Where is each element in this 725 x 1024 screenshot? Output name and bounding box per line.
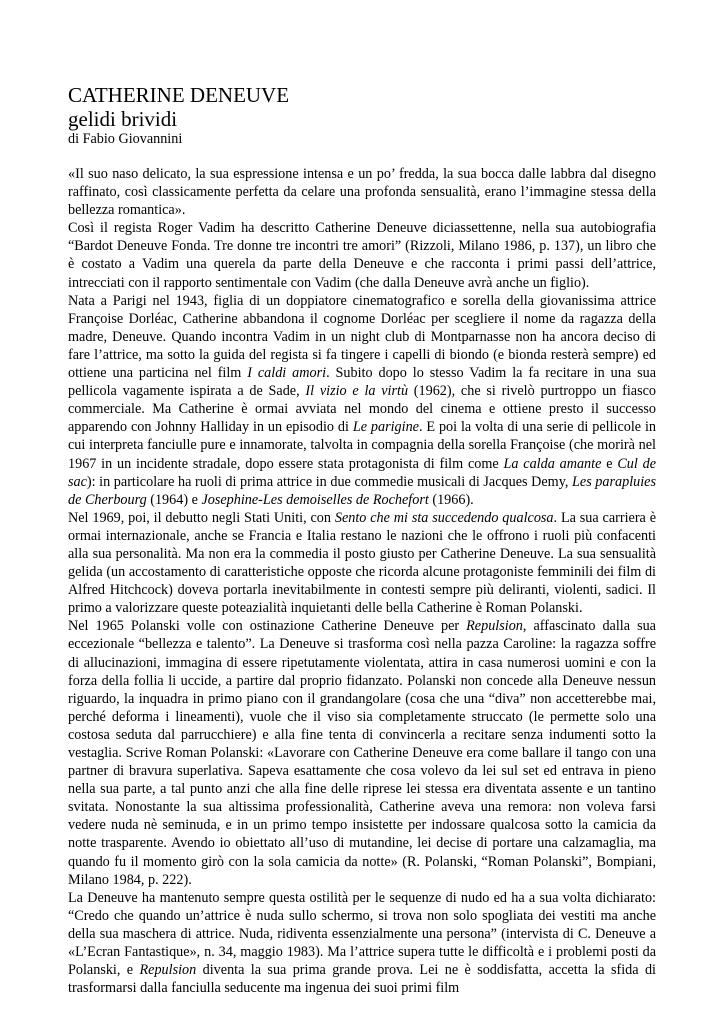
paragraph-text: (1964) e [146,491,202,508]
italic-title-text: Repulsion [466,618,523,635]
italic-title-text: I caldi amori [247,365,327,382]
paragraph-text: e [601,455,618,472]
paragraph-text: ): in particolare ha ruoli di prima attrice in due commedie musicali di Jacques Demy, [86,473,572,490]
paragraph-text: . La sua carriera è ormai internazionale, anche se Francia e Italia restano le nazioni che le offrono i ruoli più confacenti alla sua personalità. Ma non era la commedia il posto giusto per Catherine Deneuve. La sua sensualità gelida (un accostamento di caratteristiche opposte che ricorda alcune protagoniste femminili dei film di Alfred Hitchcock) doveva portarla inevitabilmente in contesti sempre più deliranti, violenti, sadici. Il primo a valorizzare queste poteazialità inquietanti delle bella Catherine è Roman Polanski. [68,509,656,617]
italic-title-text: Sento che mi sta succedendo qualcosa [334,509,554,526]
paragraph-text: Così il regista Roger Vadim ha descritto Catherine Deneuve diciassettenne, nella sua autobiografia “Bardot Deneuve Fonda. Tre donne tre incontri tre amori” (Rizzoli, Milano 1986, p. 137), un libro che è costato a Vadim una querela da parte della Deneuve e che racconta i primi passi dell’attrice, intrecciati con il rapporto sentimentale con Vadim (che dalla Deneuve avrà anche un figlio). [68,220,656,291]
italic-title-text: Repulsion [139,962,197,979]
italic-title-text: Les parapluies de Cherbourg [68,473,656,508]
paragraph-text: (1966). [428,491,474,508]
italic-title-text: Cul de sac [68,455,657,490]
paragraph [68,219,656,291]
italic-title-text: La calda amante [503,455,602,472]
paragraph [68,165,656,219]
paragraph-text: , affascinato dalla sua eccezionale “bellezza e talento”. La Deneuve si trasforma così nella pazza Caroline: la ragazza soffre di allucinazioni, immagina di essere ripetutamente violentata, attira in casa numerosi uomini e con la forza della follia li uccide, a partire dal proprio fidanzato. Polanski non concede alla Deneuve nessun riguardo, la inquadra in primo piano con il grandangolare (cosa che una “diva” non accetterebbe mai, perché deforma i lineamenti), vuole che il viso sia completamente struccato (le permette solo una costosa seduta dal parrucchiere) e alla fine tenta di convincerla a recitare senza indumenti sotto la vestaglia. Scrive Roman Polanski: «Lavorare con Catherine Deneuve era come ballare il tango con una partner di bravura superlativa. Sapeva esattamente che cosa volevo da lei sul set ed entrava in pieno nella sua parte, a tal punto anzi che alla fine delle riprese lei stessa era diventata assente e un tantino svitata. Nonostante la sua altissima professionalità, Catherine aveva una remora: non voleva farsi vedere nuda nè seminuda, e in un primo tempo insistette per indossare qualcosa sotto la camicia da notte trasparente. Avendo io obiettato all’uso di mutandine, lei decise di portare una calzamaglia, ma quando fu il momento girò con la sola camicia da notte» (R. Polanski, “Roman Polanski”, Bompiani, Milano 1984, p. 222). [68,618,656,888]
italic-title-text: Josephine-Les demoiselles de Rochefort [201,491,429,508]
paragraph-text: (1962), che si rivelò purtroppo un fiasco commerciale. Ma Catherine è ormai avviata nel mondo del cinema e ottiene presto il successo apparendo con Johnny Halliday in un episodio di [68,383,656,436]
article-author: di Fabio Giovannini [68,131,183,147]
italic-title-text: Il vizio e la virtù [305,383,409,400]
paragraph-text: La Deneuve ha mantenuto sempre questa ostilità per le sequenze di nudo ed ha a sua volta dichiarato: “Credo che quando un’attrice è nuda sullo schermo, si trova non solo spogliata dei vestiti ma anche della sua maschera di attrice. Nuda, ridiventa essenzialmente una persona” (intervista di C. Deneuve a «L’Ecran Fantastique», n. 34, maggio 1983). Ma l’attrice supera tutte le difficoltà e i problemi posti da Polanski, e [68,889,656,979]
paragraph-text: diventa la sua prima grande prova. Lei ne è soddisfatta, accetta la sfida di trasformarsi dalla fanciulla seducente ma ingenua dei suoi primi film [68,962,656,997]
paragraph-text: Nel 1969, poi, il debutto negli Stati Uniti, con [68,509,335,526]
paragraph [68,292,656,509]
paragraph-text: . E poi la volta di una serie di pellicole in cui interpreta fanciulle pure e innamorate, talvolta in compagnia della sorella Françoise (che morirà nel 1967 in un incidente stradale, dopo essere stata protagonista di film come [68,419,657,472]
article-body [68,165,656,997]
paragraph [68,889,656,998]
paragraph [68,509,656,618]
paragraph [68,617,656,888]
paragraph-text: Nata a Parigi nel 1943, figlia di un doppiatore cinematografico e sorella della giovanissima attrice Françoise Dorléac, Catherine abbandona il cognome Dorléac per scegliere il nome da ragazza della madre, Deneuve. Quando incontra Vadim in un night club di Montparnasse non ha ancora deciso di fare l’attrice, ma sotto la guida del regista si fa tingere i capelli di biondo (e bionda resterà sempre) ed ottiene una particina nel film [68,292,656,382]
article-title: CATHERINE DENEUVE [68,83,290,107]
article-subtitle: gelidi brividi [68,107,178,131]
paragraph-text: . Subito dopo lo stesso Vadim la fa recitare in una sua pellicola vagamente ispirata a de Sade, [68,365,656,400]
paragraph-text: Nel 1965 Polanski volle con ostinazione Catherine Deneuve per [68,618,467,635]
italic-title-text: Le parigine [352,419,419,436]
paragraph-text: «Il suo naso delicato, la sua espressione intensa e un po’ fredda, la sua bocca dalle labbra dal disegno raffinato, così classicamente perfetta da celare una profonda sensualità, erano l’immagine stessa della bellezza romantica». [68,166,656,219]
document-page [68,83,656,997]
